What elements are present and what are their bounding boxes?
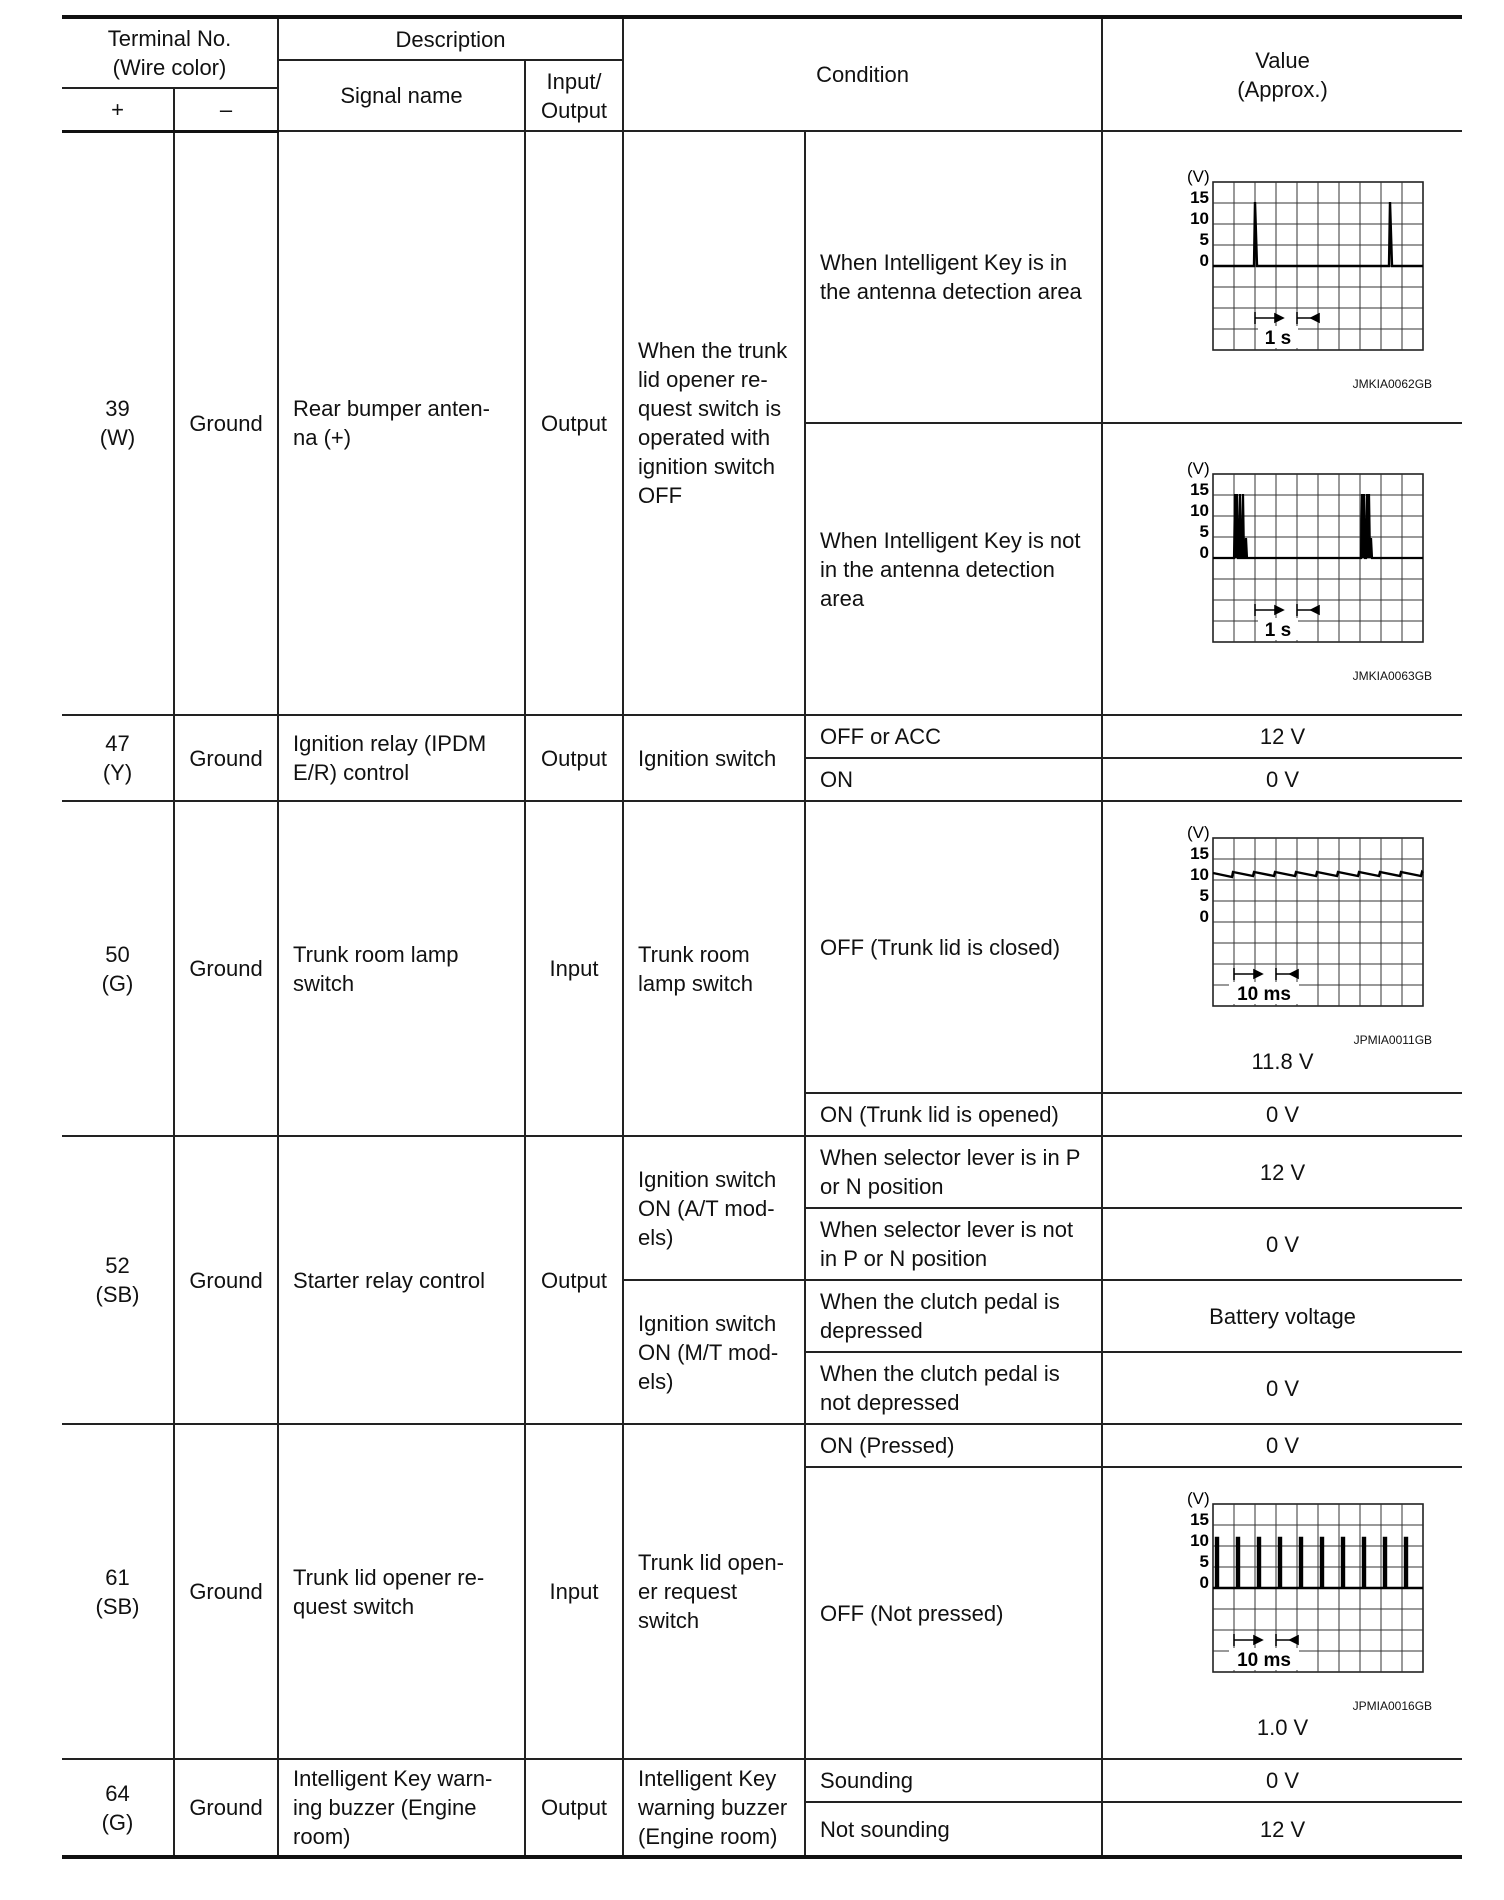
- value-cell: 0 V: [1102, 1093, 1462, 1136]
- condition-sub: When selector lever is not in P or N position: [805, 1208, 1102, 1280]
- terminal-number: 64: [105, 1780, 130, 1806]
- oscilloscope-waveform: [1133, 454, 1433, 664]
- terminal-signal-table: [62, 15, 1462, 1859]
- input-output: Output: [525, 1759, 623, 1857]
- value-cell: [1102, 1467, 1462, 1759]
- wire-color: (G): [101, 970, 134, 996]
- minus-terminal: Ground: [174, 801, 278, 1136]
- value-cell: [1102, 423, 1462, 715]
- minus-terminal: Ground: [174, 1424, 278, 1759]
- header-value-approx: (Approx.): [1237, 76, 1328, 102]
- header-input-output: [525, 60, 623, 131]
- wire-color: (W): [99, 425, 136, 451]
- minus-terminal: Ground: [174, 131, 278, 715]
- scope-unit: (V): [1186, 459, 1210, 478]
- header-wire-color: (Wire color): [112, 55, 227, 80]
- terminal-table-sheet: [62, 15, 1462, 1859]
- wire-color: (G): [101, 1809, 134, 1835]
- scope-tick: 10: [1189, 865, 1209, 884]
- scope-code: JMKIA0062GB: [1352, 377, 1433, 391]
- scope-tick: 10: [1189, 501, 1209, 520]
- scope-tick: 15: [1189, 480, 1209, 499]
- condition-sub: When selector lever is in P or N position: [805, 1136, 1102, 1208]
- scope-code: JPMIA0011GB: [1353, 1033, 1433, 1047]
- scope-tick: 15: [1189, 844, 1209, 863]
- header-signal-name: Signal name: [278, 60, 525, 131]
- scope-grid: [1213, 838, 1423, 1006]
- header-terminal-no: Terminal No.: [107, 26, 232, 51]
- condition-main: Trunk lid open-er request switch: [623, 1424, 805, 1759]
- header-value: [1102, 17, 1462, 131]
- minus-terminal: Ground: [174, 715, 278, 801]
- wire-color: (Y): [102, 760, 133, 785]
- header-terminal: [62, 17, 278, 88]
- value-cell: 0 V: [1102, 1208, 1462, 1280]
- terminal-number: 50: [105, 941, 130, 967]
- scope-unit: (V): [1186, 1489, 1210, 1508]
- condition-main: Ignition switch: [623, 715, 805, 801]
- oscilloscope-waveform: [1133, 1484, 1433, 1694]
- scope-tick: 5: [1199, 230, 1209, 249]
- condition-sub: ON (Trunk lid is opened): [805, 1093, 1102, 1136]
- minus-terminal: Ground: [174, 1136, 278, 1424]
- terminal-number: 47: [105, 731, 130, 756]
- header-io-line1: Input/: [546, 68, 602, 94]
- signal-name: Starter relay control: [278, 1136, 525, 1424]
- value-cell: 0 V: [1102, 1759, 1462, 1802]
- header-plus: +: [62, 88, 174, 131]
- input-output: Output: [525, 1136, 623, 1424]
- terminal-64: [62, 1759, 174, 1857]
- time-marker: [1234, 1634, 1298, 1646]
- scope-unit: (V): [1186, 167, 1210, 186]
- header-description: Description: [278, 17, 623, 60]
- terminal-number: 61: [105, 1564, 130, 1590]
- condition-sub: OFF or ACC: [805, 715, 1102, 758]
- scope-tick: 0: [1199, 251, 1209, 270]
- scope-tick: 10: [1189, 209, 1209, 228]
- value-text: 11.8 V: [1251, 1049, 1314, 1074]
- scope-code: JPMIA0016GB: [1352, 1699, 1433, 1713]
- header-io-line2: Output: [541, 97, 608, 123]
- value-cell: 12 V: [1102, 1802, 1462, 1857]
- input-output: Input: [525, 801, 623, 1136]
- scope-tick: 0: [1199, 907, 1209, 926]
- signal-name: Ignition relay (IPDM E/R) control: [278, 715, 525, 801]
- scope-tick: 5: [1199, 522, 1209, 541]
- time-marker: [1234, 968, 1298, 980]
- condition-sub: ON (Pressed): [805, 1424, 1102, 1467]
- input-output: Output: [525, 715, 623, 801]
- terminal-number: 39: [105, 396, 130, 422]
- condition-sub: When Intelligent Key is in the antenna detection area: [805, 131, 1102, 423]
- condition-sub: OFF (Not pressed): [805, 1467, 1102, 1759]
- condition-sub: When the clutch pedal is depressed: [805, 1280, 1102, 1352]
- scope-time-label: 1 s: [1264, 620, 1291, 641]
- time-marker: [1255, 312, 1319, 324]
- signal-name: Trunk room lamp switch: [278, 801, 525, 1136]
- condition-main: Trunk room lamp switch: [623, 801, 805, 1136]
- oscilloscope-waveform: [1133, 818, 1433, 1028]
- terminal-number: 52: [105, 1253, 130, 1278]
- scope-time-label: 10 ms: [1236, 984, 1291, 1005]
- terminal-61: [62, 1424, 174, 1759]
- value-cell: 12 V: [1102, 1136, 1462, 1208]
- condition-sub: Not sounding: [805, 1802, 1102, 1857]
- value-cell: 12 V: [1102, 715, 1462, 758]
- value-cell: [1102, 801, 1462, 1093]
- oscilloscope-waveform: [1133, 162, 1433, 372]
- scope-code: JMKIA0063GB: [1352, 669, 1433, 683]
- scope-tick: 5: [1199, 886, 1209, 905]
- value-cell: Battery voltage: [1102, 1280, 1462, 1352]
- input-output: Input: [525, 1424, 623, 1759]
- condition-main: Ignition switch ON (M/T mod-els): [623, 1280, 805, 1424]
- condition-main: Ignition switch ON (A/T mod-els): [623, 1136, 805, 1280]
- signal-name: Trunk lid opener re-quest switch: [278, 1424, 525, 1759]
- header-value-label: Value: [1255, 47, 1310, 73]
- header-condition: Condition: [623, 17, 1102, 131]
- scope-time-label: 1 s: [1264, 328, 1291, 349]
- condition-main: Intelligent Key warning buzzer (Engine room): [623, 1759, 805, 1857]
- terminal-47: [62, 715, 174, 801]
- input-output: Output: [525, 131, 623, 715]
- scope-time-label: 10 ms: [1236, 1650, 1291, 1671]
- scope-tick: 10: [1189, 1531, 1209, 1550]
- minus-terminal: Ground: [174, 1759, 278, 1857]
- value-text: 1.0 V: [1256, 1715, 1309, 1740]
- condition-sub: Sounding: [805, 1759, 1102, 1802]
- wire-color: (SB): [95, 1282, 140, 1307]
- condition-sub: When the clutch pedal is not depressed: [805, 1352, 1102, 1424]
- signal-name: Intelligent Key warn-ing buzzer (Engine room): [278, 1759, 525, 1857]
- value-cell: 0 V: [1102, 758, 1462, 801]
- value-cell: 0 V: [1102, 1352, 1462, 1424]
- condition-main: When the trunk lid opener re-quest switch is operated with ignition switch OFF: [623, 131, 805, 715]
- scope-tick: 0: [1199, 1573, 1209, 1592]
- scope-tick: 5: [1199, 1552, 1209, 1571]
- condition-sub: OFF (Trunk lid is closed): [805, 801, 1102, 1093]
- terminal-52: [62, 1136, 174, 1424]
- terminal-39: [62, 131, 174, 715]
- value-cell: 0 V: [1102, 1424, 1462, 1467]
- scope-unit: (V): [1186, 823, 1210, 842]
- scope-tick: 15: [1189, 1510, 1209, 1529]
- condition-sub: ON: [805, 758, 1102, 801]
- wire-color: (SB): [95, 1593, 140, 1619]
- signal-name: Rear bumper anten-na (+): [278, 131, 525, 715]
- time-marker: [1255, 604, 1319, 616]
- scope-tick: 15: [1189, 188, 1209, 207]
- header-minus: –: [174, 88, 278, 131]
- value-cell: [1102, 131, 1462, 423]
- condition-sub: When Intelligent Key is not in the antenna detection area: [805, 423, 1102, 715]
- scope-tick: 0: [1199, 543, 1209, 562]
- terminal-50: [62, 801, 174, 1136]
